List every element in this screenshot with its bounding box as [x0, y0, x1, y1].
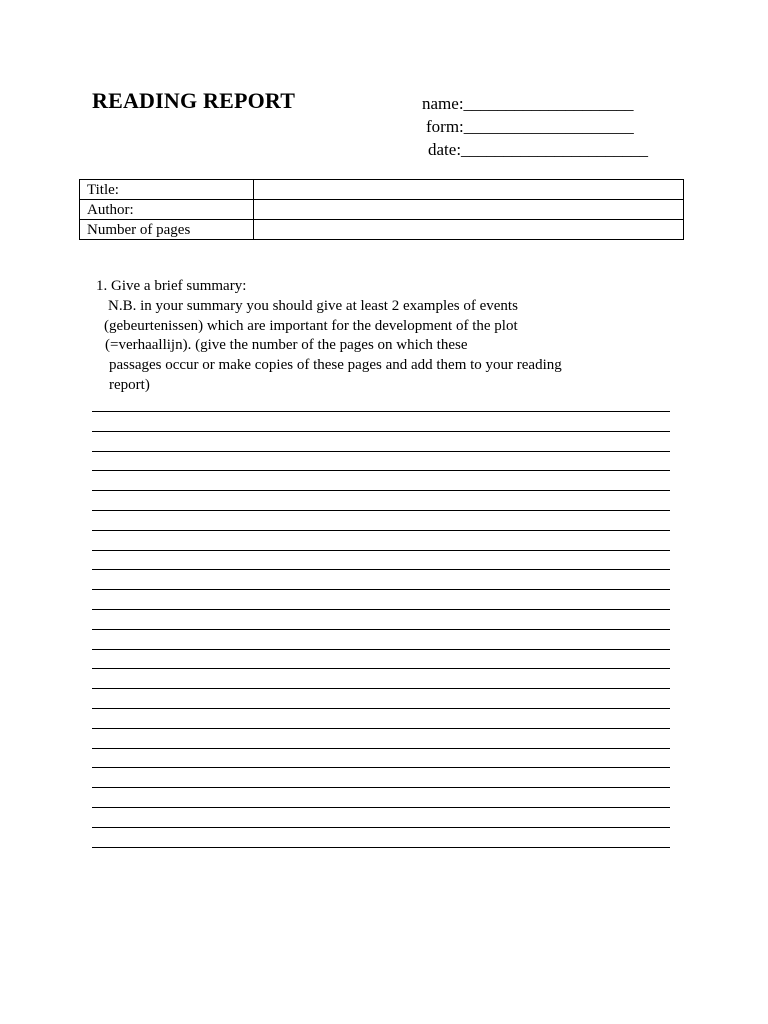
answer-line[interactable] [92, 470, 670, 471]
page-title: READING REPORT [92, 88, 296, 113]
answer-line[interactable] [92, 411, 670, 412]
answer-line[interactable] [92, 490, 670, 491]
table-row-title [80, 180, 684, 200]
answer-line[interactable] [92, 589, 670, 590]
answer-line[interactable] [92, 530, 670, 531]
answer-line[interactable] [92, 550, 670, 551]
number-of-pages-value-cell[interactable] [254, 220, 684, 240]
book-info-table [79, 179, 684, 240]
answer-line[interactable] [92, 510, 670, 511]
question-instruction-line: (=verhaallijn). (give the number of the pages on which these [105, 337, 468, 354]
form-underline[interactable]: ____________________ [463, 117, 634, 136]
answer-line[interactable] [92, 431, 670, 432]
name-underline[interactable]: ____________________ [463, 94, 634, 113]
form-field[interactable] [422, 115, 648, 138]
answer-line[interactable] [92, 649, 670, 650]
answer-line[interactable] [92, 847, 670, 848]
answer-line[interactable] [92, 629, 670, 630]
answer-line[interactable] [92, 688, 670, 689]
answer-line[interactable] [92, 827, 670, 828]
date-underline[interactable]: ______________________ [461, 140, 649, 159]
answer-line[interactable] [92, 767, 670, 768]
table-row-author [80, 200, 684, 220]
question-instruction-line: (gebeurtenissen) which are important for the development of the plot [104, 317, 518, 334]
answer-line[interactable] [92, 451, 670, 452]
answer-line[interactable] [92, 787, 670, 788]
answer-line[interactable] [92, 668, 670, 669]
answer-line[interactable] [92, 708, 670, 709]
date-label: date: [428, 140, 462, 159]
question-heading: 1. Give a brief summary: [96, 278, 247, 294]
answer-area[interactable] [92, 411, 670, 866]
number-of-pages-label: Number of pages [80, 220, 254, 240]
question-instruction-line: report) [109, 376, 150, 393]
answer-line[interactable] [92, 728, 670, 729]
name-label: name: [422, 94, 464, 113]
name-field[interactable] [422, 92, 648, 115]
answer-line[interactable] [92, 748, 670, 749]
answer-line[interactable] [92, 609, 670, 610]
form-label: form: [426, 117, 464, 136]
title-value-cell[interactable] [254, 180, 684, 200]
author-label: Author: [80, 200, 254, 220]
table-row-pages [80, 220, 684, 240]
title-label: Title: [80, 180, 254, 200]
question-instruction-line: N.B. in your summary you should give at least 2 examples of events [108, 297, 518, 314]
answer-line[interactable] [92, 569, 670, 570]
author-value-cell[interactable] [254, 200, 684, 220]
summary-question [96, 277, 562, 396]
student-fields [422, 92, 648, 161]
question-instruction-line: passages occur or make copies of these pages and add them to your reading [109, 357, 562, 374]
date-field[interactable] [422, 138, 648, 161]
answer-line[interactable] [92, 807, 670, 808]
